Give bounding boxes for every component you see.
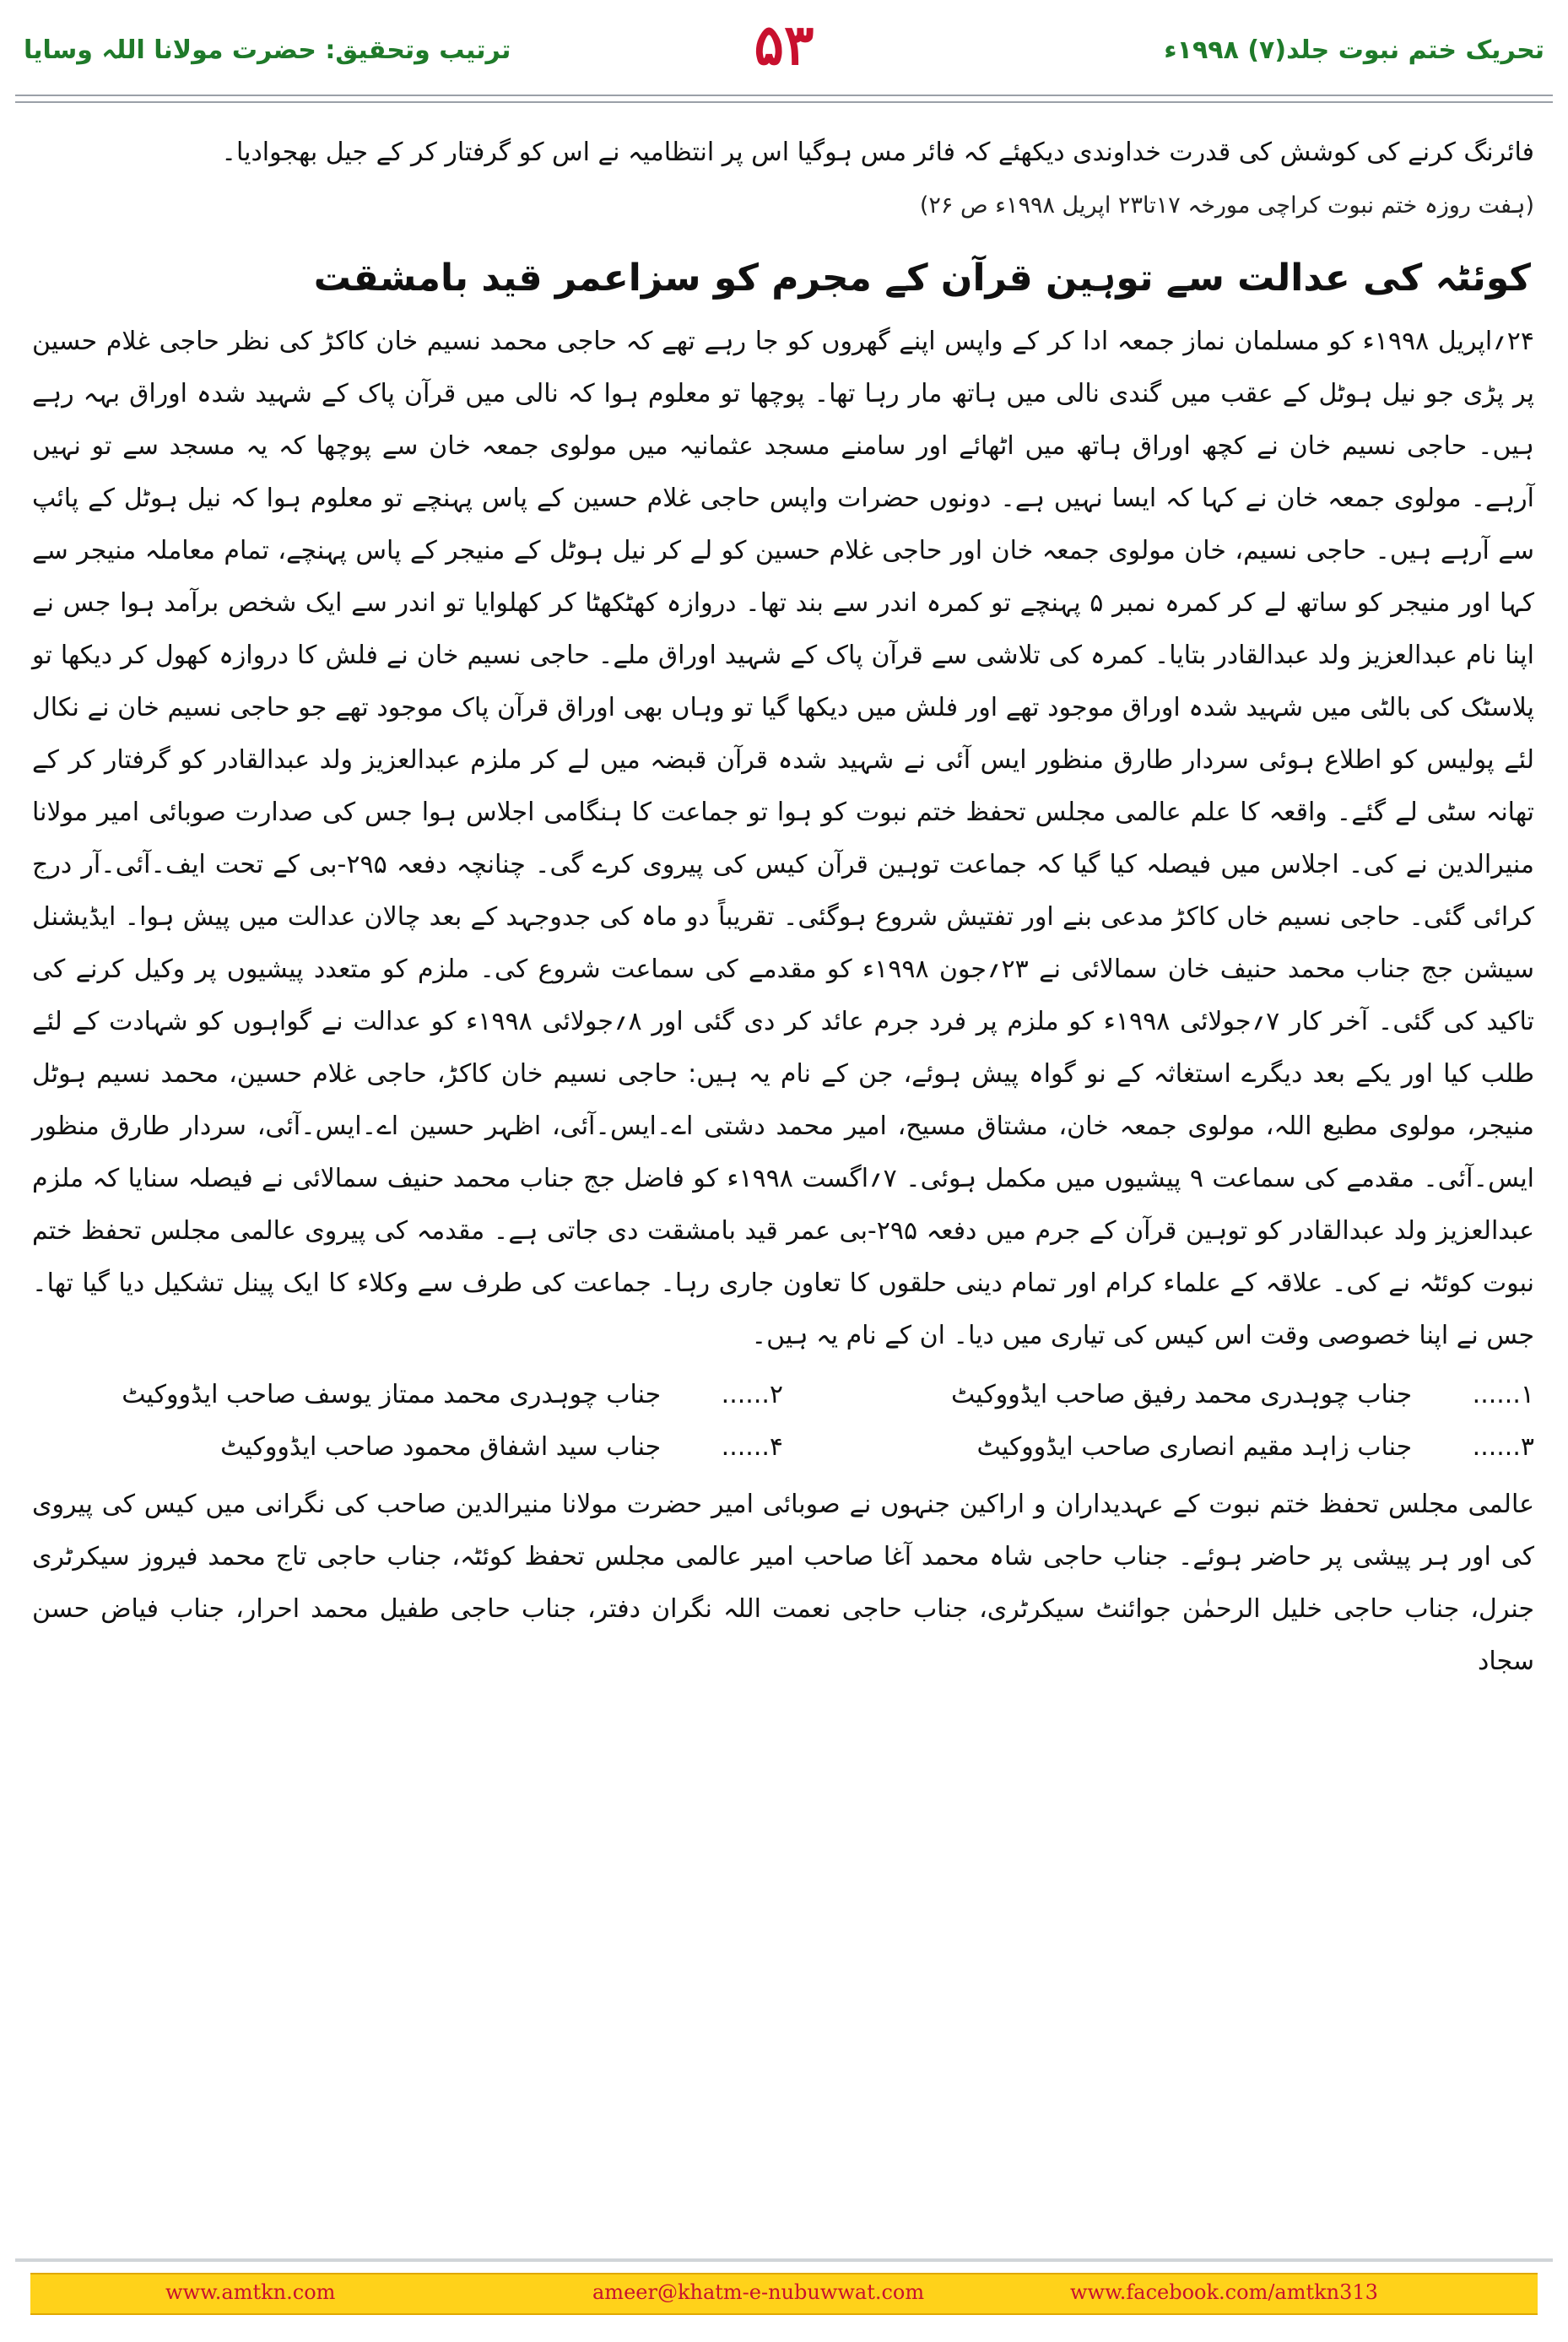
list-item bbox=[32, 1421, 1534, 1474]
closing-paragraph: عالمی مجلس تحفظ ختم نبوت کے عہدیداران و اراکین جنہوں نے صوبائی امیر حضرت مولانا منیرالدین صاحب کی نگرانی میں کیس کی پیروی کی اور ہر پیشی پر حاضر ہوئے۔ جناب حاجی شاہ محمد آغا صاحب امیر عالمی مجلس تحفظ کوئٹہ، جناب حاجی تاج محمد فیروز سیکرٹری جنرل، جناب حاجی خلیل الرحمٰن جوائنٹ سیکرٹری، جناب حاجی نعمت اللہ نگران دفتر، جناب حاجی طفیل محمد احرار، جناب فیاض حسن سجاد bbox=[32, 1490, 1534, 1676]
page-footer bbox=[0, 2258, 1568, 2342]
lawyer-list bbox=[32, 1369, 1534, 1474]
header-divider bbox=[15, 95, 1553, 103]
lawyer-name: جناب زاہد مقیم انصاری صاحب ایڈووکیٹ bbox=[976, 1432, 1413, 1462]
list-number: ۱...... bbox=[1472, 1380, 1534, 1409]
page-number: ۵۳ bbox=[754, 12, 814, 78]
article-body bbox=[32, 127, 1534, 1688]
list-item bbox=[32, 1369, 1534, 1421]
book-title: تحریک ختم نبوت جلد(۷) ۱۹۹۸ء bbox=[1164, 35, 1544, 65]
list-number: ۴...... bbox=[721, 1432, 784, 1462]
facebook-link[interactable]: www.facebook.com/amtkn313 bbox=[1070, 2280, 1378, 2304]
main-paragraph: ۲۴؍اپریل ۱۹۹۸ء کو مسلمان نماز جمعہ ادا کر کے واپس اپنے گھروں کو جا رہے تھے کہ حاجی محمد نسیم خان کاکڑ کی نظر حاجی غلام حسین پر پڑی جو نیل ہوٹل کے عقب میں گندی نالی میں ہاتھ مار رہا تھا۔ پوچھا تو معلوم ہوا کہ نالی میں قرآن پاک کے شہید شدہ اوراق بہہ رہے ہیں۔ حاجی نسیم خان نے کچھ اوراق ہاتھ میں اٹھائے اور سامنے مسجد عثمانیہ میں مولوی جمعہ خان سے پوچھا کہ یہ مسجد سے تو نہیں آرہے۔ مولوی جمعہ خان نے کہا کہ ایسا نہیں ہے۔ دونوں حضرات واپس حاجی غلام حسین کے پاس پہنچے تو معلوم ہوا کہ نیل ہوٹل کے پائپ سے آرہے ہیں۔ حاجی نسیم، خان مولوی جمعہ خان اور حاجی غلام حسین کو لے کر نیل ہوٹل کے منیجر کے پاس پہنچے، تمام معاملہ منیجر سے کہا اور منیجر کو ساتھ لے کر کمرہ نمبر ۵ پہنچے تو کمرہ اندر سے بند تھا۔ دروازہ کھٹکھٹا کر کھلوایا تو اندر سے ایک شخص برآمد ہوا جس نے اپنا نام عبدالعزیز ولد عبدالقادر بتایا۔ کمرہ کی تلاشی سے قرآن پاک کے شہید اوراق ملے۔ حاجی نسیم خان نے فلش کا دروازہ کھول کر دیکھا تو پلاسٹک کی بالٹی میں شہید شدہ اوراق موجود تھے اور فلش میں دیکھا گیا تو وہاں بھی اوراق قرآن پاک موجود تھے جو حاجی نسیم خان نے نکال لئے پولیس کو اطلاع ہوئی سردار طارق منظور ایس آئی نے شہید شدہ قرآن قبضہ میں لے کر ملزم عبدالعزیز ولد عبدالقادر کو گرفتار کر کے تھانہ سٹی لے گئے۔ واقعہ کا علم عالمی مجلس تحفظ ختم نبوت کو ہوا تو جماعت کا ہنگامی اجلاس ہوا جس کی صدارت صوبائی امیر مولانا منیرالدین نے کی۔ اجلاس میں فیصلہ کیا گیا کہ جماعت توہین قرآن کیس کی پیروی کرے گی۔ چنانچہ دفعہ ۲۹۵-بی کے تحت ایف۔آئی۔آر درج کرائی گئی۔ حاجی نسیم خاں کاکڑ مدعی بنے اور تفتیش شروع ہوگئی۔ تقریباً دو ماہ کی جدوجہد کے بعد چالان عدالت میں پیش ہوا۔ ایڈیشنل سیشن جج جناب محمد حنیف خان سمالائی نے ۲۳؍جون ۱۹۹۸ء کو مقدمے کی سماعت شروع کی۔ ملزم کو متعدد پیشیوں پر وکیل کرنے کی تاکید کی گئی۔ آخر کار ۷؍جولائی ۱۹۹۸ء کو ملزم پر فرد جرم عائد کر دی گئی اور ۸؍جولائی ۱۹۹۸ء کو عدالت نے گواہوں کو شہادت کے لئے طلب کیا اور یکے بعد دیگرے استغاثہ کے نو گواہ پیش ہوئے، جن کے نام یہ ہیں: حاجی نسیم خان کاکڑ، حاجی غلام حسین، محمد نسیم ہوٹل منیجر، مولوی مطیع اللہ، مولوی جمعہ خان، مشتاق مسیح، امیر محمد دشتی اے۔ایس۔آئی، اظہر حسین اے۔ایس۔آئی، سردار طارق منظور ایس۔آئی۔ مقدمے کی سماعت ۹ پیشیوں میں مکمل ہوئی۔ ۷؍اگست ۱۹۹۸ء کو فاضل جج جناب محمد حنیف سمالائی نے فیصلہ سنایا کہ ملزم عبدالعزیز ولد عبدالقادر کو توہین قرآن کے جرم میں دفعہ ۲۹۵-بی عمر قید بامشقت دی جاتی ہے۔ مقدمہ کی پیروی عالمی مجلس تحفظ ختم نبوت کوئٹہ نے کی۔ علاقہ کے علماء کرام اور تمام دینی حلقوں کا تعاون جاری رہا۔ جماعت کی طرف سے وکلاء کا ایک پینل تشکیل دیا گیا تھا۔ جس نے اپنا خصوصی وقت اس کیس کی تیاری میں دیا۔ ان کے نام یہ ہیں۔ bbox=[32, 327, 1535, 1350]
article-heading: کوئٹہ کی عدالت سے توہین قرآن کے مجرم کو سزاعمر قید بامشقت bbox=[313, 257, 1531, 300]
email-link[interactable]: ameer@khatm-e-nubuwwat.com bbox=[592, 2280, 925, 2304]
lawyer-name: جناب چوہدری محمد رفیق صاحب ایڈووکیٹ bbox=[950, 1380, 1413, 1409]
lawyer-name: جناب چوہدری محمد ممتاز یوسف صاحب ایڈووکیٹ bbox=[122, 1380, 662, 1409]
page-header bbox=[0, 0, 1568, 100]
source-reference: (ہفت روزہ ختم نبوت کراچی مورخہ ۱۷تا۲۳ اپریل ۱۹۹۸ء ص ۲۶) bbox=[919, 192, 1534, 219]
compiler-credit: ترتیب وتحقیق: حضرت مولانا اللہ وسایا bbox=[24, 35, 511, 65]
lawyer-name: جناب سید اشفاق محمود صاحب ایڈووکیٹ bbox=[220, 1432, 662, 1462]
footer-divider bbox=[15, 2258, 1553, 2262]
list-number: ۳...... bbox=[1472, 1432, 1534, 1462]
website-link[interactable]: www.amtkn.com bbox=[165, 2280, 336, 2304]
intro-paragraph: فائرنگ کرنے کی کوشش کی قدرت خداوندی دیکھئے کہ فائر مس ہوگیا اس پر انتظامیہ نے اس کو گرفتار کر کے جیل بھجوادیا۔ bbox=[221, 138, 1534, 167]
list-number: ۲...... bbox=[721, 1380, 784, 1409]
